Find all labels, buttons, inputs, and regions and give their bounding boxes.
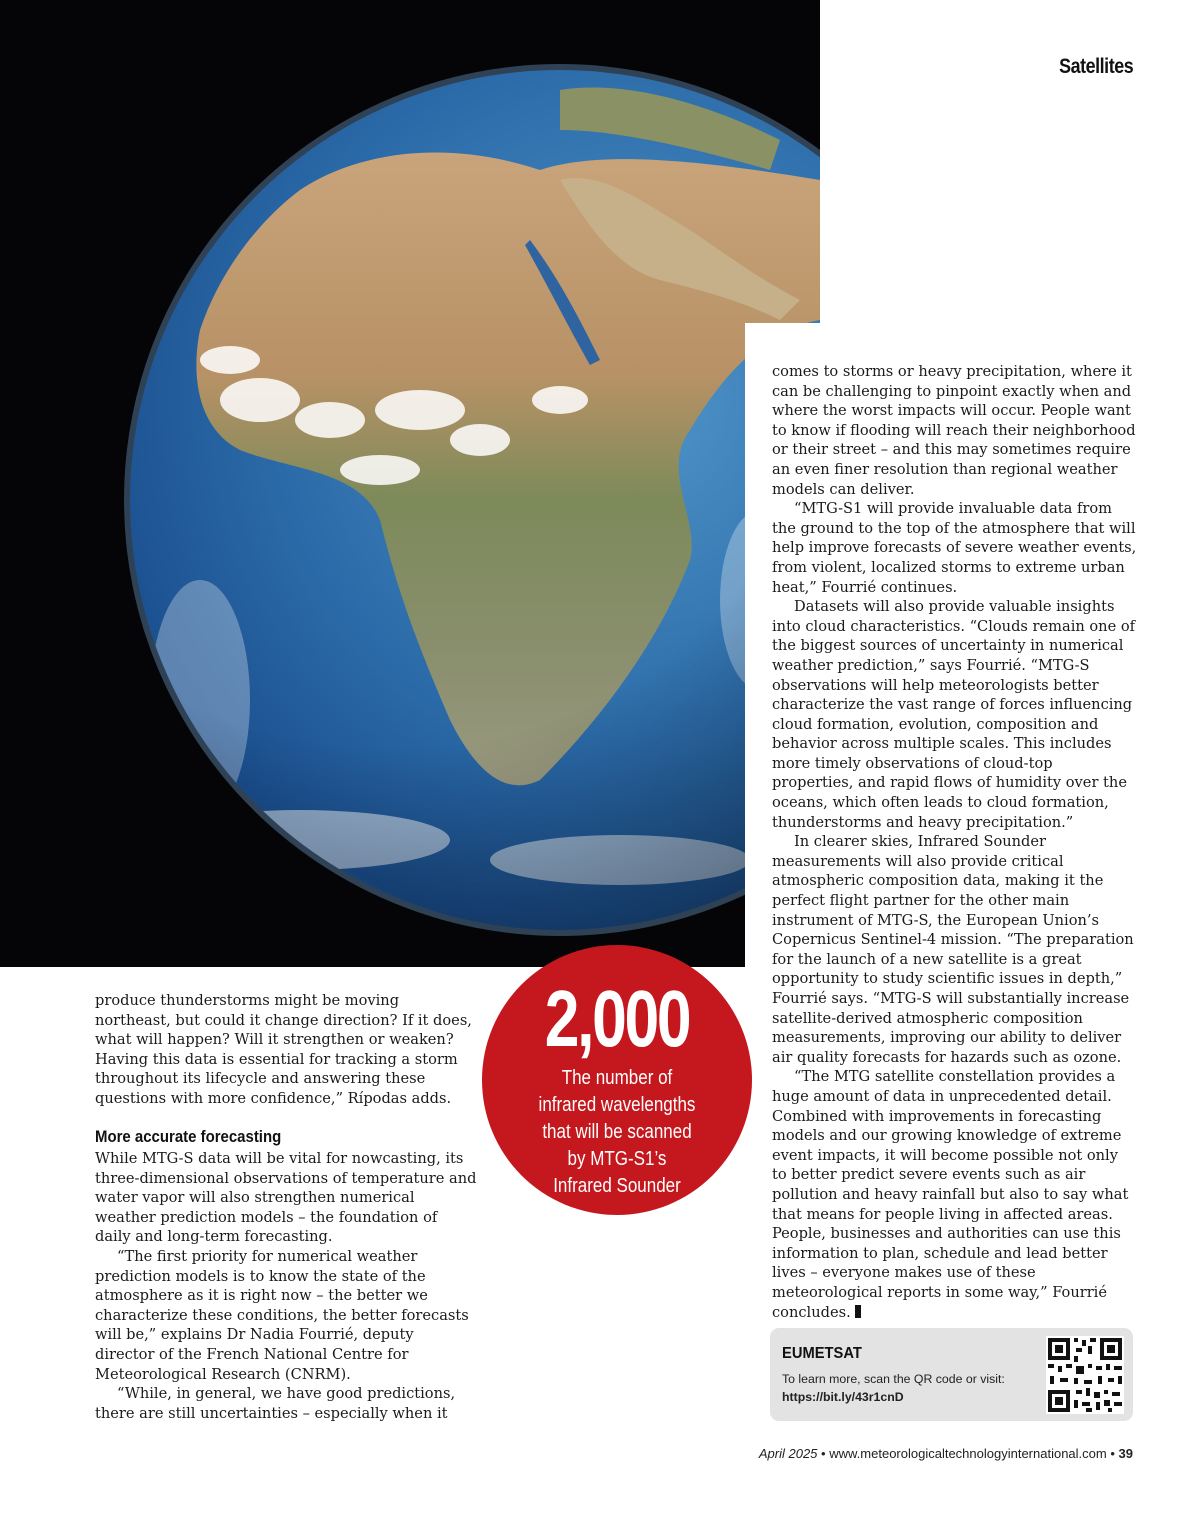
paragraph: “The first priority for numerical weather prediction models is to know the state of the atmosphere as it is right now – the better we characterize these conditions, the better forecasts will be,” explains Dr Nadia Fourrié, deputy director of the French National Centre for Meteorological Research (CNRM). <box>95 1247 469 1383</box>
earth-illustration <box>0 0 820 967</box>
paragraph-text: “The MTG satellite constellation provides a huge amount of data in unprecedented detail. Combined with improvements in forecasting models and our growing knowledge of extreme event impacts, it will become possible not only to better predict severe events such as air pollution and heavy rainfall but also to say what that means for people living in affected areas. People, businesses and authorities can use this information to plan, schedule and lead better lives – everyone makes use of these meteorological reports in some way,” Fourrié concludes. <box>772 1068 1129 1321</box>
paragraph: In clearer skies, Infrared Sounder measurements will also provide critical atmospheric composition data, making it the perfect flight partner for the other main instrument of MTG-S, the European Union’s Copernicus Sentinel-4 mission. “The preparation for the launch of a new satellite is a great opportunity to study scientific issues in depth,” Fourrié says. “MTG-S will substantially increase satellite-derived atmospheric composition measurements, improving our ability to deliver air quality forecasts for hazards such as ozone. <box>772 833 1134 1066</box>
info-instruction: To learn more, scan the QR code or visit: <box>782 1372 1005 1386</box>
paragraph: produce thunderstorms might be moving northeast, but could it change direction? If it does, what will happen? Will it strengthen or weaken? Having this data is essential for tracking a storm throughout its lifecycle and answering these questions with more confidence,” Rípodas adds. <box>95 992 472 1107</box>
stat-callout <box>482 945 752 1215</box>
earth-photo <box>0 0 820 967</box>
stat-number: 2,000 <box>544 974 690 1063</box>
subhead: More accurate forecasting <box>95 1127 282 1146</box>
paragraph: “MTG-S1 will provide invaluable data from the ground to the top of the atmosphere that will help improve forecasts of severe weather events, from violent, localized storms to extreme urban heat,” Fourrié continues. <box>772 500 1137 596</box>
info-link[interactable]: https://bit.ly/43r1cnD <box>782 1390 904 1404</box>
qr-code-icon[interactable] <box>1046 1336 1124 1414</box>
end-mark-icon <box>855 1305 861 1318</box>
footer-separator: • <box>821 1446 826 1461</box>
issue-date: April 2025 <box>758 1446 818 1461</box>
page-number: 39 <box>1118 1446 1133 1461</box>
left-column-body <box>95 1149 477 1423</box>
page-footer <box>759 1446 1133 1461</box>
section-label: Satellites <box>1058 55 1133 78</box>
paragraph-last <box>772 1067 1137 1322</box>
info-title: EUMETSAT <box>782 1345 862 1362</box>
stat-description: The number of infrared wavelengths that will be scanned by MTG-S1’s Infrared Sounder <box>538 1067 696 1197</box>
paragraph: Datasets will also provide valuable insights into cloud characteristics. “Clouds remain one of the biggest sources of uncertainty in numerical weather prediction,” says Fourrié. “MTG-S observations will help meteorologists better characterize the vast range of forces influencing cloud formation, evolution, composition and behavior across multiple scales. This includes more timely observations of cloud-top properties, and rapid flows of humidity over the oceans, which often leads to cloud formation, thunderstorms and heavy precipitation.” <box>772 598 1136 831</box>
paragraph: comes to storms or heavy precipitation, where it can be challenging to pinpoint exactly when and where the worst impacts will occur. People want to know if flooding will reach their neighborhood or their street – and this may sometimes require an even finer resolution than regional weather models can deliver. <box>772 363 1136 498</box>
paragraph: While MTG-S data will be vital for nowcasting, its three-dimensional observations of temperature and water vapor will also strengthen numerical weather prediction models – the foundation of daily and long-term forecasting. <box>95 1150 477 1246</box>
right-column <box>772 362 1137 1322</box>
left-column-top <box>95 991 475 1109</box>
footer-url[interactable]: www.meteorologicaltechnologyinternational.com <box>829 1446 1107 1461</box>
paragraph: “While, in general, we have good predictions, there are still uncertainties – especially when it <box>95 1385 456 1422</box>
info-text <box>782 1370 1005 1406</box>
footer-separator: • <box>1110 1446 1115 1461</box>
